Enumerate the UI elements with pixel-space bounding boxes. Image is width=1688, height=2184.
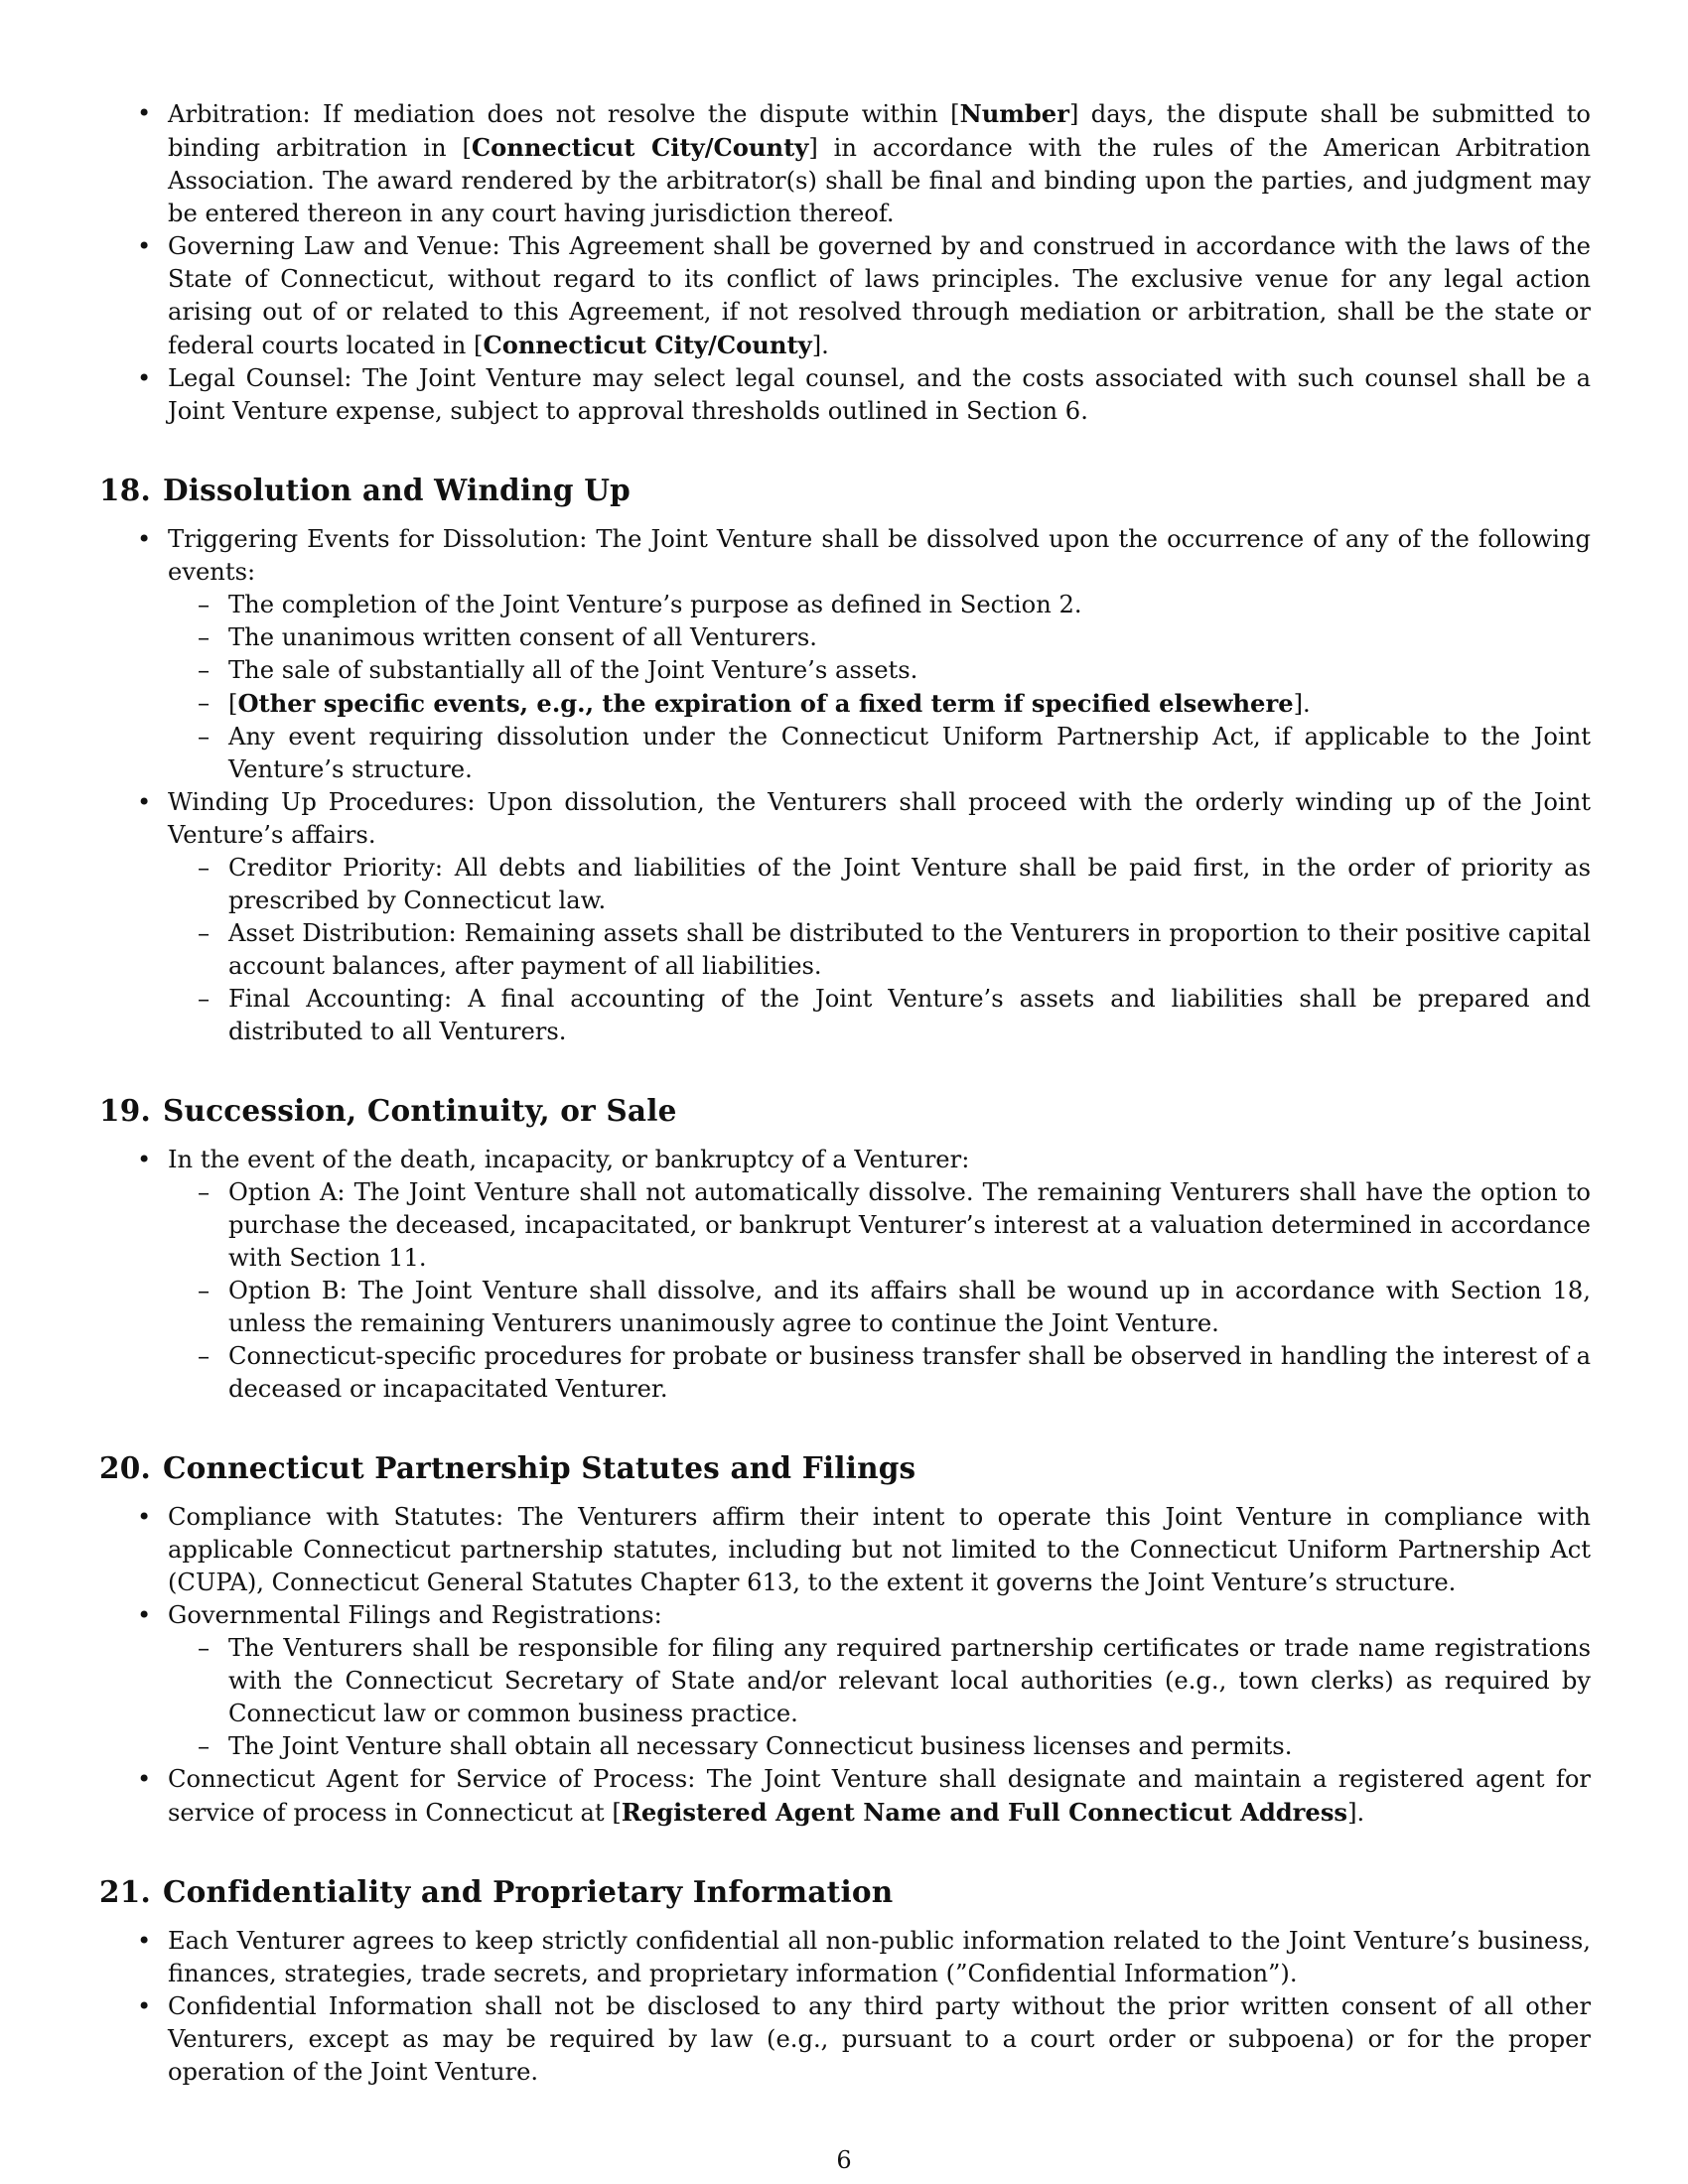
list-item: • Each Venturer agrees to keep strictly confidential all non-public information related to the Joint Venture’s business, finances, strategies, trade secrets, and proprietary information (”Confidential Information”). bbox=[99, 1925, 1591, 1990]
sub-list bbox=[168, 589, 1591, 786]
legal-counsel-item: • Legal Counsel: The Joint Venture may select legal counsel, and the costs associated with such counsel shall be a Joint Venture expense, subject to approval thresholds outlined in Section 6. bbox=[99, 362, 1591, 428]
list-item: • Confidential Information shall not be disclosed to any third party without the prior written consent of all other Venturers, except as may be required by law (e.g., pursuant to a court order or subpoena) or for the proper operation of the Joint Venture. bbox=[99, 1990, 1591, 2089]
section-heading-19: 19. Succession, Continuity, or Sale bbox=[99, 1093, 677, 1128]
list-item: • Governmental Filings and Registrations: – The Venturers shall be responsible for filing any required partnership certificates or trade name registrations with the Connecticut Secretary of State and/or relevant local authorities (e.g., town clerks) as required by Connecticut law or common business practice. – The Joint Venture shall obtain all necessary Connecticut business licenses and permits. bbox=[99, 1599, 1591, 1763]
sub-list-item: – The Venturers shall be responsible for filing any required partnership certificates or trade name registrations with the Connecticut Secretary of State and/or relevant local authorities (e.g., town clerks) as required by Connecticut law or common business practice. bbox=[168, 1632, 1591, 1730]
sub-list-item: – The completion of the Joint Venture’s purpose as defined in Section 2. bbox=[168, 589, 1591, 621]
list-item: • Triggering Events for Dissolution: The Joint Venture shall be dissolved upon the occurrence of any of the following events: – The completion of the Joint Venture’s purpose as defined in Section 2. – The unanimous written consent of all Venturers. – The sale of substantially all of the Joint Venture’s assets. – [Other specific events, e.g., the expiration of a fixed term if specified elsewhere]. – Any event requiring dissolution under the Connecticut Uniform Partnership Act, if applicable to the Joint Venture’s structure. bbox=[99, 523, 1591, 786]
section-19-list bbox=[99, 1144, 1591, 1406]
sub-list-item: – Final Accounting: A final accounting of the Joint Venture’s assets and liabilities shall be prepared and distributed to all Venturers. bbox=[168, 983, 1591, 1048]
list-item: • Winding Up Procedures: Upon dissolution, the Venturers shall proceed with the orderly winding up of the Joint Venture’s affairs. – Creditor Priority: All debts and liabilities of the Joint Venture shall be paid first, in the order of priority as prescribed by Connecticut law. – Asset Distribution: Remaining assets shall be distributed to the Venturers in proportion to their positive capital account balances, after payment of all liabilities. – Final Accounting: A final accounting of the Joint Venture’s assets and liabilities shall be prepared and distributed to all Venturers. bbox=[99, 786, 1591, 1048]
section-21-list bbox=[99, 1925, 1591, 2089]
sub-list-item: – The unanimous written consent of all Venturers. bbox=[168, 621, 1591, 654]
sub-list-item: – Connecticut-specific procedures for probate or business transfer shall be observed in handling the interest of a deceased or incapacitated Venturer. bbox=[168, 1340, 1591, 1406]
page-number: 6 bbox=[836, 2146, 852, 2174]
document-page bbox=[99, 97, 1591, 2089]
list-item: • In the event of the death, incapacity, or bankruptcy of a Venturer: – Option A: The Joint Venture shall not automatically dissolve. The remaining Venturers shall have the option to purchase the deceased, incapacitated, or bankrupt Venturer’s interest at a valuation determined in accordance with Section 11. – Option B: The Joint Venture shall dissolve, and its affairs shall be wound up in accordance with Section 18, unless the remaining Venturers unanimously agree to continue the Joint Venture. – Connecticut-specific procedures for probate or business transfer shall be observed in handling the interest of a deceased or incapacitated Venturer. bbox=[99, 1144, 1591, 1406]
section-heading-18: 18. Dissolution and Winding Up bbox=[99, 473, 631, 507]
sub-list-item: – Option A: The Joint Venture shall not automatically dissolve. The remaining Venturers shall have the option to purchase the deceased, incapacitated, or bankrupt Venturer’s interest at a valuation determined in accordance with Section 11. bbox=[168, 1176, 1591, 1275]
sub-list-item: – The Joint Venture shall obtain all necessary Connecticut business licenses and permits. bbox=[168, 1730, 1591, 1763]
sub-list bbox=[168, 852, 1591, 1048]
sub-list-item: – The sale of substantially all of the Joint Venture’s assets. bbox=[168, 654, 1591, 687]
sub-list-item: – Any event requiring dissolution under the Connecticut Uniform Partnership Act, if applicable to the Joint Venture’s structure. bbox=[168, 721, 1591, 786]
sub-list bbox=[168, 1632, 1591, 1763]
sub-list-item: – Option B: The Joint Venture shall dissolve, and its affairs shall be wound up in accordance with Section 18, unless the remaining Venturers unanimously agree to continue the Joint Venture. bbox=[168, 1275, 1591, 1340]
list-item: • Connecticut Agent for Service of Process: The Joint Venture shall designate and maintain a registered agent for service of process in Connecticut at [Registered Agent Name and Full Connecticut Address]. bbox=[99, 1763, 1591, 1830]
sub-list-item: – Asset Distribution: Remaining assets shall be distributed to the Venturers in proportion to their positive capital account balances, after payment of all liabilities. bbox=[168, 917, 1591, 983]
section-heading-21: 21. Confidentiality and Proprietary Information bbox=[99, 1874, 894, 1909]
list-item: • Compliance with Statutes: The Venturers affirm their intent to operate this Joint Venture in compliance with applicable Connecticut partnership statutes, including but not limited to the Connecticut Uniform Partnership Act (CUPA), Connecticut General Statutes Chapter 613, to the extent it governs the Joint Venture’s structure. bbox=[99, 1501, 1591, 1599]
sub-list-item: – [Other specific events, e.g., the expiration of a fixed term if specified elsewhere]. bbox=[168, 687, 1591, 721]
arbitration-item: • Arbitration: If mediation does not resolve the dispute within [Number] days, the dispute shall be submitted to binding arbitration in [Connecticut City/County] in accordance with the rules of the American Arbitration Association. The award rendered by the arbitrator(s) shall be final and binding upon the parties, and judgment may be entered thereon in any court having jurisdiction thereof. bbox=[99, 97, 1591, 230]
section-heading-20: 20. Connecticut Partnership Statutes and Filings bbox=[99, 1450, 916, 1485]
section-20-list bbox=[99, 1501, 1591, 1830]
section-18-list bbox=[99, 523, 1591, 1048]
governing-law-item: • Governing Law and Venue: This Agreement shall be governed by and construed in accordance with the laws of the State of Connecticut, without regard to its conflict of laws principles. The exclusive venue for any legal action arising out of or related to this Agreement, if not resolved through mediation or arbitration, shall be the state or federal courts located in [Connecticut City/County]. bbox=[99, 230, 1591, 362]
sub-list-item: – Creditor Priority: All debts and liabilities of the Joint Venture shall be paid first, in the order of priority as prescribed by Connecticut law. bbox=[168, 852, 1591, 917]
sub-list bbox=[168, 1176, 1591, 1406]
dispute-resolution-list bbox=[99, 97, 1591, 428]
